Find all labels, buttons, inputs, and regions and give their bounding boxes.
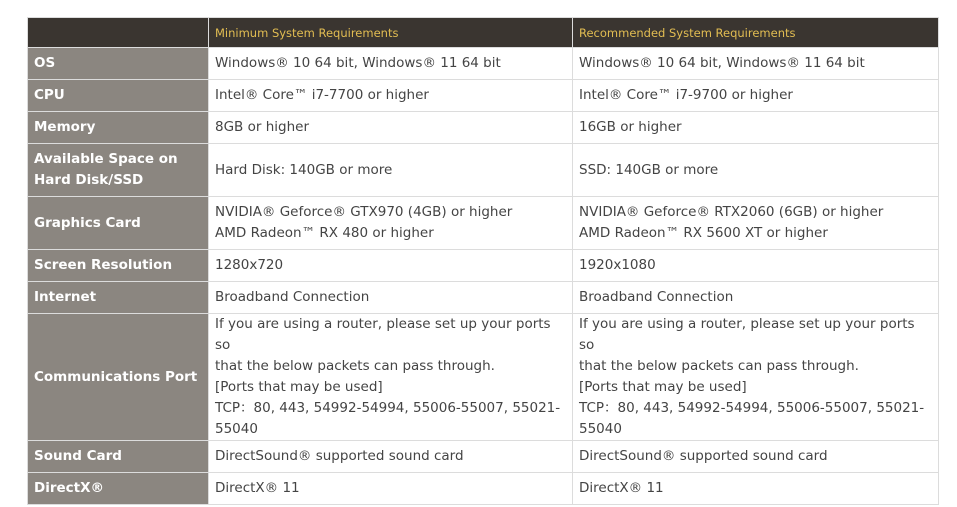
value-line: 8GB or higher [215, 119, 309, 135]
table-row-sound-card [28, 441, 939, 473]
minimum-value [209, 441, 573, 473]
table-row-graphics [28, 197, 939, 250]
value-line: 55040 [579, 421, 622, 437]
minimum-value [209, 250, 573, 282]
minimum-value [209, 80, 573, 112]
row-label: Internet [28, 282, 209, 314]
value-line: Broadband Connection [579, 289, 734, 305]
value-line: NVIDIA® Geforce® GTX970 (4GB) or higher [215, 204, 513, 220]
header-blank-cell [28, 18, 209, 48]
recommended-value [573, 314, 939, 441]
value-line: TCP：80, 443, 54992-54994, 55006-55007, 55021- [215, 400, 561, 416]
minimum-value [209, 197, 573, 250]
row-label: OS [28, 48, 209, 80]
minimum-value [209, 48, 573, 80]
table-row-memory [28, 112, 939, 144]
table-row-internet [28, 282, 939, 314]
row-label: Sound Card [28, 441, 209, 473]
minimum-value [209, 144, 573, 197]
value-line: Windows® 10 64 bit, Windows® 11 64 bit [579, 55, 865, 71]
value-line: 1920x1080 [579, 257, 656, 273]
recommended-value [573, 441, 939, 473]
minimum-value [209, 314, 573, 441]
value-line: Intel® Core™ i7-9700 or higher [579, 87, 793, 103]
system-requirements-table [27, 17, 939, 505]
header-row [28, 18, 939, 48]
table-row-os [28, 48, 939, 80]
recommended-value [573, 250, 939, 282]
recommended-value [573, 282, 939, 314]
value-line: DirectX® 11 [215, 480, 300, 496]
recommended-value [573, 48, 939, 80]
table-row-cpu [28, 80, 939, 112]
header-recommended: Recommended System Requirements [573, 18, 939, 48]
header-minimum: Minimum System Requirements [209, 18, 573, 48]
row-label: CPU [28, 80, 209, 112]
value-line: Broadband Connection [215, 289, 370, 305]
value-line: that the below packets can pass through. [579, 358, 859, 374]
minimum-value [209, 112, 573, 144]
value-line: Intel® Core™ i7-7700 or higher [215, 87, 429, 103]
value-line: If you are using a router, please set up your ports so [579, 316, 919, 353]
table-row-directx [28, 473, 939, 505]
value-line: Windows® 10 64 bit, Windows® 11 64 bit [215, 55, 501, 71]
recommended-value [573, 112, 939, 144]
recommended-value [573, 144, 939, 197]
recommended-value [573, 80, 939, 112]
value-line: SSD: 140GB or more [579, 161, 719, 178]
value-line: that the below packets can pass through. [215, 358, 495, 374]
recommended-value [573, 473, 939, 505]
value-line: NVIDIA® Geforce® RTX2060 (6GB) or higher [579, 204, 884, 220]
value-line: If you are using a router, please set up your ports so [215, 316, 555, 353]
value-line: [Ports that may be used] [579, 379, 747, 395]
value-line: Hard Disk: 140GB or more [215, 161, 393, 178]
value-line: DirectX® 11 [579, 480, 664, 496]
value-line: DirectSound® supported sound card [579, 448, 828, 464]
table-row-storage [28, 144, 939, 197]
table-row-communications-port [28, 314, 939, 441]
value-line: AMD Radeon™ RX 480 or higher [215, 225, 434, 241]
row-label: Screen Resolution [28, 250, 209, 282]
value-line: AMD Radeon™ RX 5600 XT or higher [579, 225, 828, 241]
table-row-screen-resolution [28, 250, 939, 282]
value-line: 55040 [215, 421, 258, 437]
minimum-value [209, 282, 573, 314]
value-line: DirectSound® supported sound card [215, 448, 464, 464]
value-line: 16GB or higher [579, 119, 682, 135]
row-label: Graphics Card [28, 197, 209, 250]
minimum-value [209, 473, 573, 505]
row-label: Communications Port [28, 314, 209, 441]
row-label: DirectX® [28, 473, 209, 505]
value-line: [Ports that may be used] [215, 379, 383, 395]
recommended-value [573, 197, 939, 250]
row-label: Memory [28, 112, 209, 144]
row-label: Available Space on Hard Disk/SSD [28, 144, 209, 197]
value-line: 1280x720 [215, 257, 284, 273]
value-line: TCP：80, 443, 54992-54994, 55006-55007, 55021- [579, 400, 925, 416]
